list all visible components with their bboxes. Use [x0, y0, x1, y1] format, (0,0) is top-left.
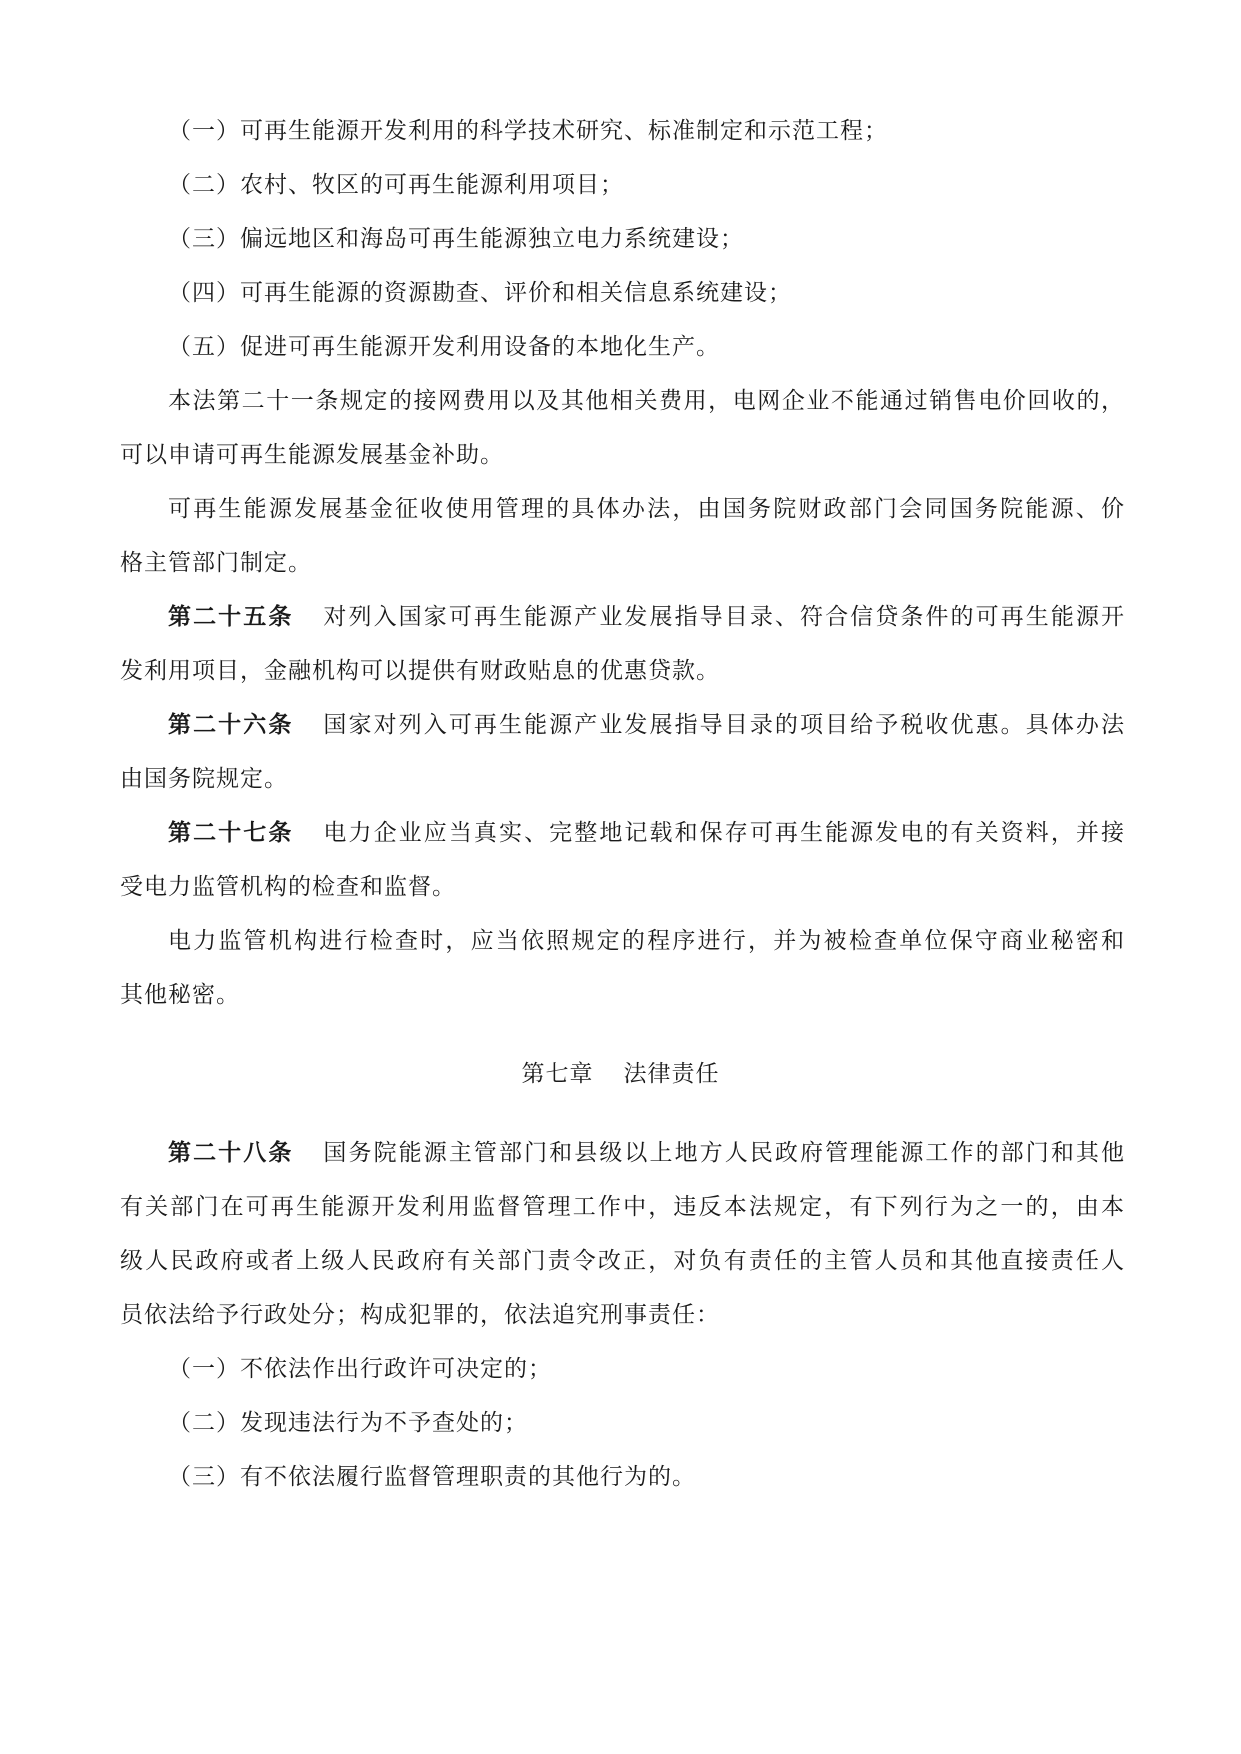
article-27-line [168, 818, 1125, 848]
article-text: 对列入国家可再生能源产业发展指导目录、符合信贷条件的可再生能源开 [323, 604, 1126, 630]
paragraph-line: 可再生能源发展基金征收使用管理的具体办法，由国务院财政部门会同国务院能源、价 [168, 496, 1125, 522]
chapter-heading [0, 1059, 1241, 1089]
list-item: （一）可再生能源开发利用的科学技术研究、标准制定和示范工程； [168, 118, 888, 144]
article-text: 发利用项目，金融机构可以提供有财政贴息的优惠贷款。 [120, 658, 720, 684]
paragraph-line: 其他秘密。 [120, 982, 240, 1008]
article-28-line [168, 1138, 1125, 1168]
article-text: 国务院能源主管部门和县级以上地方人民政府管理能源工作的部门和其他 [323, 1140, 1126, 1166]
list-item: （二）发现违法行为不予查处的； [168, 1410, 528, 1436]
paragraph-line: 本法第二十一条规定的接网费用以及其他相关费用，电网企业不能通过销售电价回收的， [168, 388, 1125, 414]
list-item: （一）不依法作出行政许可决定的； [168, 1356, 552, 1382]
article-26-line [168, 710, 1125, 740]
article-text: 员依法给予行政处分；构成犯罪的，依法追究刑事责任： [120, 1302, 720, 1328]
article-heading: 第二十五条 [168, 603, 294, 630]
article-text: 电力企业应当真实、完整地记载和保存可再生能源发电的有关资料，并接 [323, 820, 1126, 846]
article-text: 由国务院规定。 [120, 766, 288, 792]
chapter-title: 法律责任 [623, 1061, 720, 1087]
chapter-number: 第七章 [521, 1061, 594, 1087]
article-text: 有关部门在可再生能源开发利用监督管理工作中，违反本法规定，有下列行为之一的，由本 [120, 1194, 1125, 1220]
list-item: （三）偏远地区和海岛可再生能源独立电力系统建设； [168, 226, 744, 252]
article-heading: 第二十七条 [168, 819, 294, 846]
article-heading: 第二十八条 [168, 1139, 294, 1166]
list-item: （二）农村、牧区的可再生能源利用项目； [168, 172, 624, 198]
article-25-line [168, 602, 1125, 632]
list-item: （五）促进可再生能源开发利用设备的本地化生产。 [168, 334, 720, 360]
article-heading: 第二十六条 [168, 711, 294, 738]
article-text: 国家对列入可再生能源产业发展指导目录的项目给予税收优惠。具体办法 [323, 712, 1126, 738]
list-item: （三）有不依法履行监督管理职责的其他行为的。 [168, 1464, 696, 1490]
article-text: 级人民政府或者上级人民政府有关部门责令改正，对负有责任的主管人员和其他直接责任人 [120, 1248, 1125, 1274]
article-text: 受电力监管机构的检查和监督。 [120, 874, 456, 900]
list-item: （四）可再生能源的资源勘查、评价和相关信息系统建设； [168, 280, 792, 306]
paragraph-line: 电力监管机构进行检查时，应当依照规定的程序进行，并为被检查单位保守商业秘密和 [168, 928, 1125, 954]
paragraph-line: 可以申请可再生能源发展基金补助。 [120, 442, 504, 468]
paragraph-line: 格主管部门制定。 [120, 550, 312, 576]
